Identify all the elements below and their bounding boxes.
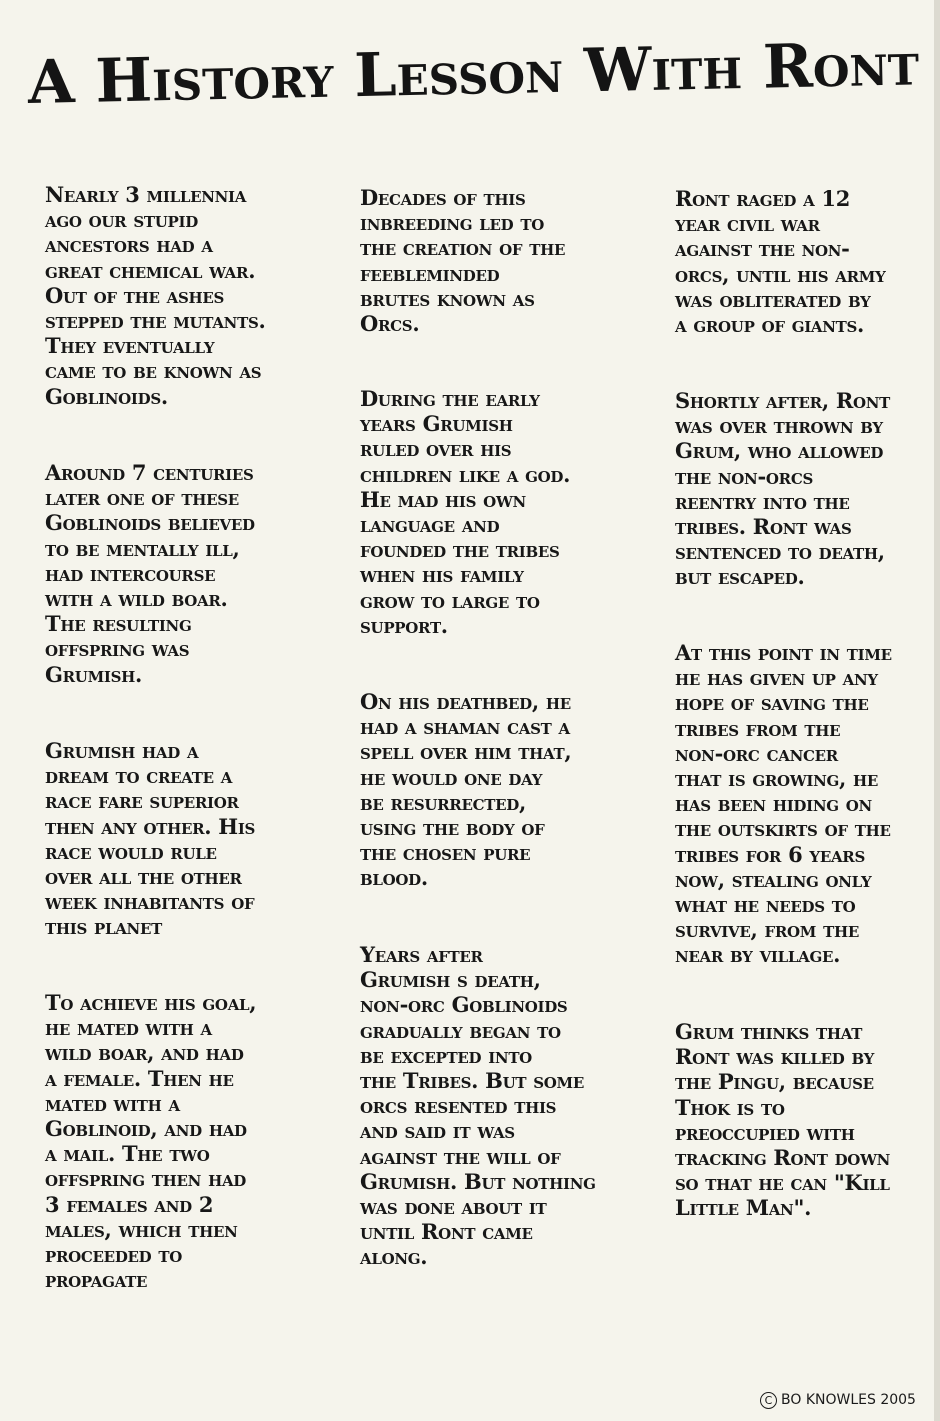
paragraph-middle-4: Years after Grumish s death, non-orc Goblinoids gradually began to be excepted into the Tribes. But some orcs resented this and said it was against the will of Grumish. But nothing was done about it until Ront came along. [360, 942, 596, 1270]
paragraph-right-4: Grum thinks that Ront was killed by the Pingu, because Thok is to preoccupied with tracking Ront down so that he can "Kill Little Man". [675, 1019, 891, 1221]
paragraph-right-3: At this point in time he has given up any hope of saving the tribes from the non-orc cancer that is growing, he has been hiding on the outskirts of the tribes for 6 years now, stealing only what he needs to survive, from the near by village. [675, 640, 892, 968]
paragraph-middle-3: On his deathbed, he had a shaman cast a spell over him that, he would one day be resurrected, using the body of the chosen pure blood. [360, 689, 572, 891]
paragraph-right-2: Shortly after, Ront was over thrown by Grum, who allowed the non-orcs reentry into the tribes. Ront was sentenced to death, but escaped. [675, 388, 891, 590]
paragraph-middle-2: During the early years Grumish ruled over his children like a god. He mad his own language and founded the tribes when his family grow to large to support. [360, 386, 571, 638]
paragraph-left-3: Grumish had a dream to create a race fare superior then any other. His race would rule over all the other week inhabitants of this planet [45, 738, 256, 940]
page-title: A History Lesson With Ront [27, 29, 920, 118]
paragraph-left-2: Around 7 centuries later one of these Goblinoids believed to be mentally ill, had intercourse with a wild boar. The resulting offspring was Grumish. [45, 460, 255, 687]
copyright-text: BO KNOWLES 2005 [781, 1392, 916, 1408]
copyright-icon: C [760, 1392, 777, 1409]
paragraph-left-4: To achieve his goal, he mated with a wild boar, and had a female. Then he mated with a Goblinoid, and had a mail. The two offspring then had 3 females and 2 males, which then proceeded to propagate [45, 990, 257, 1293]
paragraph-left-1: Nearly 3 millennia ago our stupid ancestors had a great chemical war. Out of the ashes stepped the mutants. They eventually came to be known as Goblinoids. [45, 182, 266, 409]
copyright-notice [760, 1388, 932, 1412]
paragraph-middle-1: Decades of this inbreeding led to the creation of the feebleminded brutes known as Orcs. [360, 185, 566, 337]
paragraph-right-1: Ront raged a 12 year civil war against the non- orcs, until his army was obliterated by a group of giants. [675, 186, 886, 338]
